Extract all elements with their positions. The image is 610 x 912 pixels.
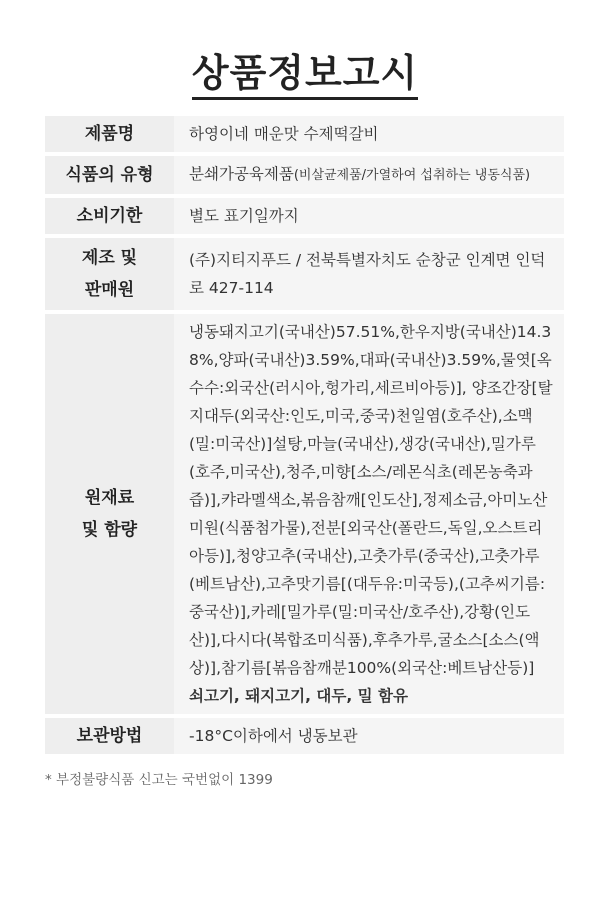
table-row xyxy=(45,238,564,310)
row-value-product-name: 하영이네 매운맛 수제떡갈비 xyxy=(174,116,564,152)
row-key-food-type: 식품의 유형 xyxy=(45,156,174,194)
row-value-ingredients xyxy=(174,314,564,714)
table-row xyxy=(45,718,564,754)
table-row xyxy=(45,156,564,194)
row-value-expiry: 별도 표기일까지 xyxy=(174,198,564,234)
row-value-food-type: 분쇄가공육제품(비살균제품/가열하여 섭취하는 냉동식품) xyxy=(174,156,564,194)
row-key-product-name: 제품명 xyxy=(45,116,174,152)
row-value-storage: -18°C이하에서 냉동보관 xyxy=(174,718,564,754)
table-row xyxy=(45,116,564,152)
ingredients-text: 냉동돼지고기(국내산)57.51%,한우지방(국내산)14.38%,양파(국내산)3.59%,대파(국내산)3.59%,물엿[옥수수:외국산(러시아,헝가리,세르비아등)], 양조간장[탈지대두(외국산:인도,미국,중국)천일염(호주산),소맥(밀:미국산)]설탕,마늘(국내산),생강(국내산),밀가루(호주,미국산),청주,미향[소스/레몬식초(레몬농축과즙)],캬라멜색소,볶음참깨[인도산],정제소금,아미노산미원(식품첨가물),전분[외국산(폴란드,독일,오스트리아등)],청양고추(국내산),고춧가루(중국산),고춧가루(베트남산),고추맛기름[(대두유:미국등),(고추씨기름:중국산)],카레[밀가루(밀:미국산/호주산),강황(인도산)],다시다(복합조미식품),후추가루,굴소스[소스(액상)],참기름[볶음참깨분100%(외국산:베트남산등)] xyxy=(189,323,553,677)
row-key-expiry: 소비기한 xyxy=(45,198,174,234)
footnote: * 부정불량식품 신고는 국번없이 1399 xyxy=(45,772,273,788)
page-title: 상품정보고시 xyxy=(0,42,610,97)
row-value-manufacturer: (주)지티지푸드 / 전북특별자치도 순창군 인계면 인덕로 427-114 xyxy=(174,238,564,310)
allergen-text: 쇠고기, 돼지고기, 대두, 밀 함유 xyxy=(189,687,408,705)
table-row xyxy=(45,198,564,234)
row-key-manufacturer: 제조 및 판매원 xyxy=(45,238,174,310)
food-type-note: (비살균제품/가열하여 섭취하는 냉동식품) xyxy=(293,168,531,183)
product-info-table xyxy=(45,112,564,758)
row-key-ingredients: 원재료 및 함량 xyxy=(45,314,174,714)
table-row xyxy=(45,314,564,714)
row-key-storage: 보관방법 xyxy=(45,718,174,754)
